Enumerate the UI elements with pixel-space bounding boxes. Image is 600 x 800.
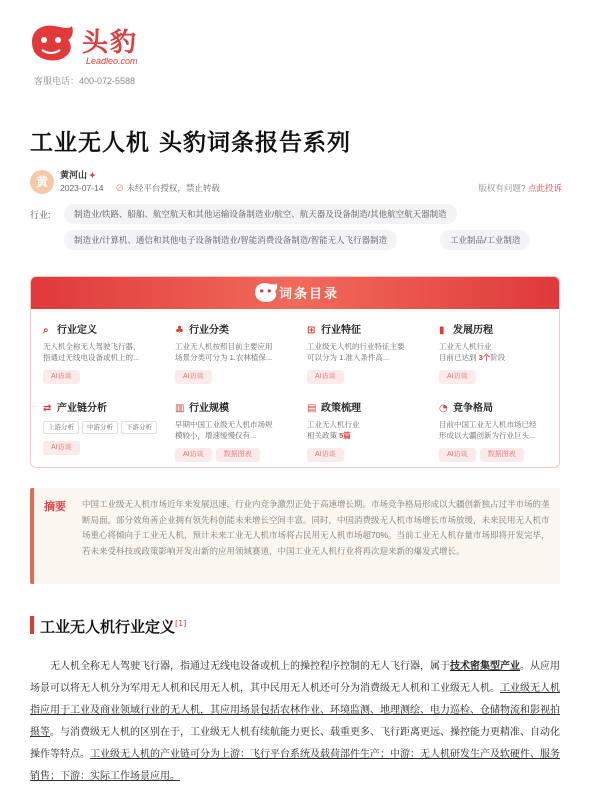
- catalog-item-label: 竞争格局: [453, 403, 493, 414]
- upstream-chip[interactable]: 上游分析: [43, 421, 79, 434]
- industry-tag[interactable]: 制造业/铁路、船舶、航空航天和其他运输设备制造业/航空、航天器及设备制造/其他航空航天器制造: [64, 204, 457, 224]
- brand-name: 头豹: [82, 28, 139, 58]
- catalog-item-classification[interactable]: [175, 321, 295, 384]
- catalog-item-desc: 工业无人机按照目前主要应用: [175, 342, 273, 351]
- keyword-link[interactable]: 技术密集型产业: [450, 661, 520, 672]
- author-name[interactable]: [60, 168, 96, 181]
- bar-chart-icon: ▥: [175, 403, 185, 414]
- data-chart-chip[interactable]: 数据图表: [480, 448, 524, 462]
- midstream-chip[interactable]: 中游分析: [82, 421, 118, 434]
- brand-domain: Leadleo.com: [86, 56, 138, 66]
- ai-interview-chip[interactable]: AI访谈: [439, 370, 476, 384]
- catalog-item-desc: 工业级无人机的行业特征主要: [307, 342, 405, 351]
- license-note: 未经平台授权，禁止转载: [126, 183, 220, 193]
- policy-icon: ▤: [307, 403, 317, 414]
- industry-tag[interactable]: 工业制品/工业制造: [440, 230, 530, 250]
- pie-chart-icon: ◔: [439, 403, 448, 414]
- catalog-title: 词条目录: [278, 287, 340, 302]
- hotline: 客服电话：400-072-5588: [34, 76, 136, 86]
- abstract-label: 摘要: [44, 500, 66, 513]
- underlined-text: 工业级无人机的产业链可分为上游：飞行平台系统及载荷部件生产；中游：无人机研发生产及软硬件、服务销售；下游：实际工作场景应用。: [30, 749, 560, 782]
- catalog-item-policy[interactable]: [307, 399, 427, 462]
- body-text: 。与消费级无人机的区别在于，工业级无人机有续航能力更长、载重更多、飞行距离更远、操控能力更精准、自动化操作等特点。: [30, 727, 560, 760]
- leopard-logo-icon: [28, 20, 76, 64]
- catalog-panel: [30, 276, 560, 468]
- ai-interview-chip[interactable]: AI访谈: [439, 448, 476, 462]
- verified-icon: ✦: [89, 171, 96, 180]
- ai-interview-chip[interactable]: AI访谈: [307, 448, 344, 462]
- section-heading: [40, 616, 186, 637]
- catalog-item-label: 产业链分析: [57, 403, 107, 414]
- catalog-item-label: 发展历程: [453, 325, 493, 336]
- page-title: 工业无人机 头豹词条报告系列: [30, 130, 352, 156]
- catalog-item-chain[interactable]: [43, 399, 163, 455]
- catalog-header: [31, 277, 559, 309]
- ai-interview-chip[interactable]: AI访谈: [307, 370, 344, 384]
- downstream-chip[interactable]: 下游分析: [121, 421, 157, 434]
- catalog-item-desc: 场景分类可分为 1.农林植保...: [175, 353, 273, 362]
- section-marker: [30, 616, 34, 634]
- catalog-item-features[interactable]: [307, 321, 427, 384]
- stage-count: 3个: [478, 353, 491, 362]
- ai-interview-chip[interactable]: AI访谈: [43, 370, 80, 384]
- catalog-item-label: 行业分类: [189, 325, 229, 336]
- catalog-item-definition[interactable]: [43, 321, 163, 384]
- catalog-item-desc: 工业无人机行业: [439, 342, 492, 351]
- abstract-text: 中国工业级无人机市场近年来发展迅速，行业内竞争激烈正处于高速增长期。市场竞争格局形成以大疆创新独占过半市场的垄断局面。部分效角善企业拥有领先科创能未来增长空间丰富。同时，中国消费级无人机市场增长市场放缓，未来民用无人机市场重心将倾向于工业无人机，预计未来工业无人机市场将占民用无人机市场超70%。当前工业无人机存量市场即将开发完毕，若未来受科技或政策影响开发出新的应用领域赛道，中国工业无人机行业将再次迎来新的爆发式增长。: [82, 499, 550, 556]
- search-doc-icon: ⌕: [43, 325, 49, 336]
- author-label: 黄河山: [60, 170, 88, 180]
- body-text: 无人机全称无人驾驶飞行器，指通过无线电设备或机上的操控程序控制的无人飞行器，属于: [50, 661, 450, 672]
- catalog-item-label: 政策梳理: [321, 403, 361, 414]
- catalog-item-desc: 目前中国工业无人机市场已经: [439, 420, 537, 429]
- ai-interview-chip[interactable]: AI访谈: [175, 370, 212, 384]
- catalog-item-label: 行业规模: [189, 403, 229, 414]
- ai-interview-chip[interactable]: AI访谈: [43, 441, 80, 455]
- catalog-item-history[interactable]: [439, 321, 559, 384]
- industry-label: 行业:: [30, 210, 51, 220]
- avatar[interactable]: 黄: [30, 170, 54, 194]
- catalog-item-desc: 阶段: [490, 353, 506, 362]
- data-chart-chip[interactable]: 数据图表: [216, 448, 260, 462]
- catalog-item-label: 行业定义: [57, 325, 97, 336]
- catalog-item-scale[interactable]: [175, 399, 295, 462]
- brand-logo[interactable]: [28, 14, 178, 74]
- policy-count: 5篇: [339, 431, 351, 440]
- catalog-item-desc: 相关政策: [307, 431, 340, 440]
- publish-date: 2023-07-14: [60, 183, 104, 193]
- section-body: [30, 656, 560, 788]
- catalog-item-desc: 目前已达到: [439, 353, 479, 362]
- ai-interview-chip[interactable]: AI访谈: [175, 448, 212, 462]
- no-copy-icon: ⊘: [115, 183, 124, 193]
- abstract-box: [30, 488, 560, 584]
- catalog-item-desc: 早期中国工业级无人机市场规: [175, 420, 273, 429]
- underlined-text: 工业级无人机指应用于工业及商业领域行业的无人机，其应用场景包括农林作业、环境监测、地理测绘、电力巡检、仓储物流和影视拍摄等: [30, 683, 560, 738]
- meta-row: [60, 182, 220, 194]
- industry-tag[interactable]: 制造业/计算机、通信和其他电子设备制造业/智能消费设备制造/智能无人飞行器制造: [64, 230, 397, 250]
- catalog-item-desc: 模较小，增速缓慢仅有...: [175, 431, 257, 440]
- catalog-item-desc: 工业无人机行业: [307, 420, 360, 429]
- chain-icon: ⇄: [43, 403, 52, 414]
- catalog-item-desc: 可以分为 1.准入条件高...: [307, 353, 390, 362]
- doubt-text: 版权有问题?: [478, 183, 526, 193]
- catalog-item-competition[interactable]: [439, 399, 559, 462]
- section-title: 工业无人机行业定义: [40, 618, 176, 636]
- history-icon: ▮: [439, 325, 445, 336]
- classify-icon: ♣: [175, 325, 184, 336]
- catalog-item-desc: 形成以大疆创新为行业巨头...: [439, 431, 536, 440]
- feature-icon: ⊞: [307, 325, 316, 336]
- catalog-item-desc: 无人机全称无人驾驶飞行器，: [43, 342, 141, 351]
- catalog-item-desc: 指通过无线电设备或机上的...: [43, 353, 140, 362]
- body-text: 。从应用场景可以将无人机分为军用无人机和民用无人机，其中民用无人机还可分为消费级无人机和工业级无人机。: [30, 661, 560, 694]
- copyright-complaint: [478, 182, 562, 194]
- reference-link[interactable]: [1]: [175, 619, 187, 628]
- catalog-item-label: 行业特征: [321, 325, 361, 336]
- complaint-link[interactable]: 点此投诉: [527, 183, 562, 193]
